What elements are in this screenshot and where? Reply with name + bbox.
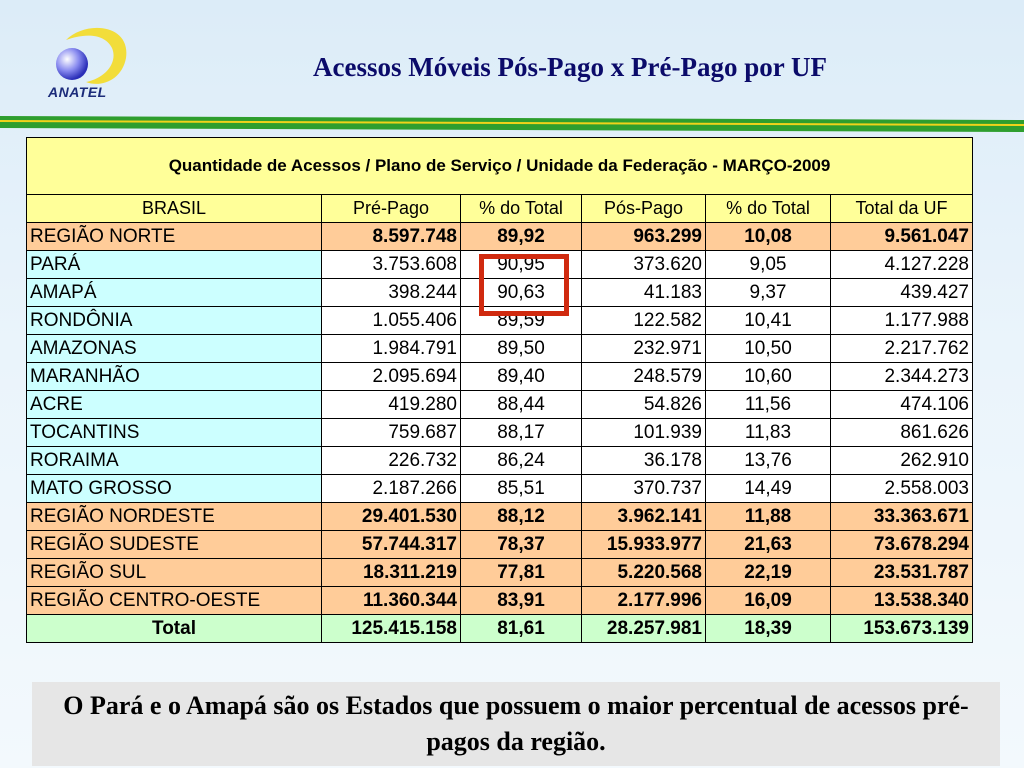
table-caption-row (27, 138, 973, 195)
cell-pct-pre: 89,59 (461, 307, 582, 335)
cell-pre-pago: 18.311.219 (322, 559, 461, 587)
logo-text: ANATEL (48, 84, 107, 100)
cell-pct-pos: 13,76 (706, 447, 831, 475)
cell-uf-name: REGIÃO CENTRO-OESTE (27, 587, 322, 615)
col-header-total-uf: Total da UF (831, 195, 973, 223)
table-row (27, 223, 973, 251)
cell-pct-pre: 89,50 (461, 335, 582, 363)
table-row (27, 615, 973, 643)
cell-pre-pago: 125.415.158 (322, 615, 461, 643)
cell-pct-pos: 11,88 (706, 503, 831, 531)
cell-pre-pago: 3.753.608 (322, 251, 461, 279)
cell-total-uf: 4.127.228 (831, 251, 973, 279)
cell-pct-pre: 77,81 (461, 559, 582, 587)
cell-total-uf: 1.177.988 (831, 307, 973, 335)
cell-pos-pago: 101.939 (582, 419, 706, 447)
table-header-row (27, 195, 973, 223)
cell-pct-pos: 10,60 (706, 363, 831, 391)
cell-pre-pago: 419.280 (322, 391, 461, 419)
cell-total-uf: 2.217.762 (831, 335, 973, 363)
cell-pre-pago: 759.687 (322, 419, 461, 447)
cell-pct-pre: 86,24 (461, 447, 582, 475)
table-row (27, 447, 973, 475)
cell-pct-pos: 9,05 (706, 251, 831, 279)
cell-pos-pago: 3.962.141 (582, 503, 706, 531)
cell-pos-pago: 15.933.977 (582, 531, 706, 559)
table-row (27, 475, 973, 503)
cell-pre-pago: 57.744.317 (322, 531, 461, 559)
cell-pct-pos: 18,39 (706, 615, 831, 643)
cell-pos-pago: 41.183 (582, 279, 706, 307)
cell-pre-pago: 2.095.694 (322, 363, 461, 391)
cell-pos-pago: 122.582 (582, 307, 706, 335)
cell-uf-name: REGIÃO SUDESTE (27, 531, 322, 559)
table-row (27, 503, 973, 531)
cell-uf-name: REGIÃO SUL (27, 559, 322, 587)
cell-pct-pos: 14,49 (706, 475, 831, 503)
cell-uf-name: AMAPÁ (27, 279, 322, 307)
cell-total-uf: 13.538.340 (831, 587, 973, 615)
cell-pct-pos: 11,83 (706, 419, 831, 447)
cell-pre-pago: 2.187.266 (322, 475, 461, 503)
cell-pct-pre: 90,95 (461, 251, 582, 279)
cell-pre-pago: 11.360.344 (322, 587, 461, 615)
table-row (27, 559, 973, 587)
cell-pct-pre: 89,40 (461, 363, 582, 391)
note-box: O Pará e o Amapá são os Estados que possuem o maior percentual de acessos pré-pagos da região. (32, 682, 1000, 766)
table-row (27, 531, 973, 559)
col-header-pct-pre: % do Total (461, 195, 582, 223)
cell-uf-name: MARANHÃO (27, 363, 322, 391)
cell-total-uf: 861.626 (831, 419, 973, 447)
cell-pct-pre: 89,92 (461, 223, 582, 251)
cell-uf-name: TOCANTINS (27, 419, 322, 447)
cell-uf-name: MATO GROSSO (27, 475, 322, 503)
table-row (27, 363, 973, 391)
cell-pos-pago: 963.299 (582, 223, 706, 251)
cell-total-uf: 474.106 (831, 391, 973, 419)
cell-pos-pago: 248.579 (582, 363, 706, 391)
cell-pos-pago: 5.220.568 (582, 559, 706, 587)
cell-pre-pago: 8.597.748 (322, 223, 461, 251)
cell-pct-pre: 83,91 (461, 587, 582, 615)
cell-pre-pago: 1.984.791 (322, 335, 461, 363)
cell-pct-pre: 78,37 (461, 531, 582, 559)
cell-pos-pago: 54.826 (582, 391, 706, 419)
cell-pre-pago: 1.055.406 (322, 307, 461, 335)
cell-uf-name: PARÁ (27, 251, 322, 279)
table-row (27, 419, 973, 447)
cell-pos-pago: 28.257.981 (582, 615, 706, 643)
cell-pos-pago: 373.620 (582, 251, 706, 279)
cell-pct-pre: 85,51 (461, 475, 582, 503)
cell-total-uf: 9.561.047 (831, 223, 973, 251)
cell-total-uf: 439.427 (831, 279, 973, 307)
cell-total-uf: 73.678.294 (831, 531, 973, 559)
col-header-pct-pos: % do Total (706, 195, 831, 223)
table-row (27, 587, 973, 615)
decorative-stripe (0, 112, 1024, 134)
cell-pct-pre: 88,44 (461, 391, 582, 419)
table-row (27, 279, 973, 307)
cell-pos-pago: 232.971 (582, 335, 706, 363)
cell-total-uf: 2.558.003 (831, 475, 973, 503)
cell-pre-pago: 29.401.530 (322, 503, 461, 531)
cell-uf-name: ACRE (27, 391, 322, 419)
cell-uf-name: REGIÃO NORDESTE (27, 503, 322, 531)
cell-pos-pago: 370.737 (582, 475, 706, 503)
table-row (27, 251, 973, 279)
table-row (27, 391, 973, 419)
page-title: Acessos Móveis Pós-Pago x Pré-Pago por UF (313, 52, 827, 82)
cell-pct-pos: 11,56 (706, 391, 831, 419)
cell-pct-pre: 88,12 (461, 503, 582, 531)
cell-pos-pago: 36.178 (582, 447, 706, 475)
cell-pct-pre: 88,17 (461, 419, 582, 447)
cell-uf-name: AMAZONAS (27, 335, 322, 363)
cell-total-uf: 23.531.787 (831, 559, 973, 587)
cell-pct-pos: 16,09 (706, 587, 831, 615)
table-caption: Quantidade de Acessos / Plano de Serviço / Unidade da Federação - MARÇO-2009 (27, 138, 973, 195)
cell-total-uf: 2.344.273 (831, 363, 973, 391)
cell-uf-name: RONDÔNIA (27, 307, 322, 335)
cell-uf-name: Total (27, 615, 322, 643)
cell-pct-pos: 10,50 (706, 335, 831, 363)
cell-total-uf: 262.910 (831, 447, 973, 475)
cell-pre-pago: 226.732 (322, 447, 461, 475)
cell-pct-pre: 81,61 (461, 615, 582, 643)
cell-pct-pos: 21,63 (706, 531, 831, 559)
cell-pos-pago: 2.177.996 (582, 587, 706, 615)
cell-pct-pre: 90,63 (461, 279, 582, 307)
access-table (26, 137, 973, 643)
cell-total-uf: 153.673.139 (831, 615, 973, 643)
cell-uf-name: RORAIMA (27, 447, 322, 475)
cell-pct-pos: 9,37 (706, 279, 831, 307)
cell-pct-pos: 10,41 (706, 307, 831, 335)
col-header-pre-pago: Pré-Pago (322, 195, 461, 223)
col-header-uf: BRASIL (27, 195, 322, 223)
table-row (27, 307, 973, 335)
cell-pct-pos: 10,08 (706, 223, 831, 251)
cell-pre-pago: 398.244 (322, 279, 461, 307)
col-header-pos-pago: Pós-Pago (582, 195, 706, 223)
cell-pct-pos: 22,19 (706, 559, 831, 587)
cell-uf-name: REGIÃO NORTE (27, 223, 322, 251)
cell-total-uf: 33.363.671 (831, 503, 973, 531)
table-row (27, 335, 973, 363)
